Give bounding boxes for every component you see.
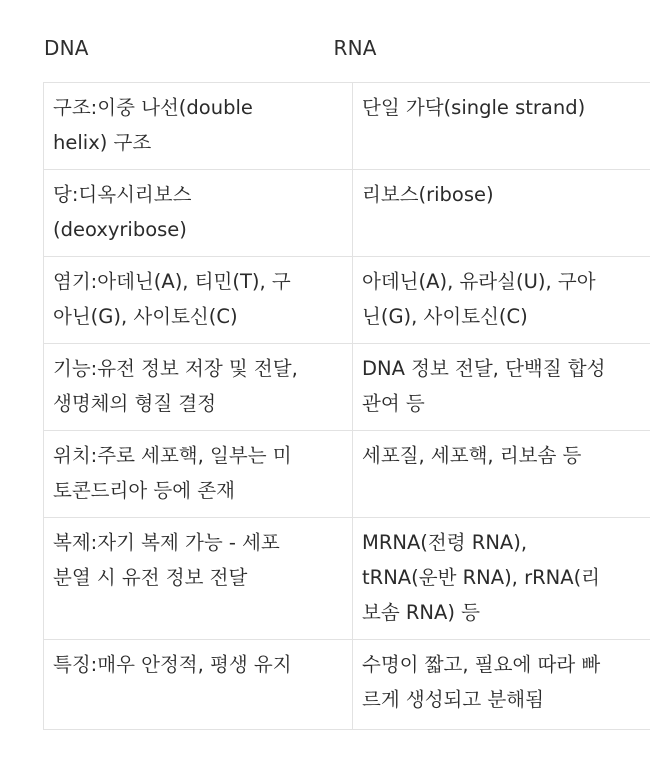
rna-cell bbox=[353, 344, 650, 431]
cell-line: 기능:유전 정보 저장 및 전달, bbox=[53, 357, 298, 380]
header-rna: RNA bbox=[333, 36, 377, 60]
cell-line: 단일 가닥(single strand) bbox=[362, 96, 586, 119]
dna-cell bbox=[44, 83, 353, 170]
cell-line: MRNA(전령 RNA), bbox=[362, 531, 528, 554]
dna-cell bbox=[44, 344, 353, 431]
cell-line: 생명체의 형질 결정 bbox=[53, 392, 217, 415]
cell-line: (deoxyribose) bbox=[53, 218, 187, 241]
table-row bbox=[44, 640, 650, 730]
cell-line: 리보스(ribose) bbox=[362, 183, 494, 206]
cell-line: 분열 시 유전 정보 전달 bbox=[53, 566, 248, 589]
cell-line: DNA 정보 전달, 단백질 합성 bbox=[362, 357, 606, 380]
cell-line: 르게 생성되고 분해됨 bbox=[362, 688, 544, 711]
cell-line: 구조:이중 나선(double bbox=[53, 96, 253, 119]
cell-line: 아데닌(A), 유라실(U), 구아 bbox=[362, 270, 596, 293]
cell-line: tRNA(운반 RNA), rRNA(리 bbox=[362, 566, 601, 589]
dna-cell bbox=[44, 518, 353, 640]
dna-cell bbox=[44, 257, 353, 344]
cell-line: 당:디옥시리보스 bbox=[53, 183, 192, 206]
cell-line: 닌(G), 사이토신(C) bbox=[362, 305, 528, 328]
table-row bbox=[44, 431, 650, 518]
dna-cell bbox=[44, 640, 353, 730]
table-row bbox=[44, 170, 650, 257]
rna-cell bbox=[353, 83, 650, 170]
comparison-table bbox=[43, 82, 650, 730]
cell-line: helix) 구조 bbox=[53, 131, 152, 154]
dna-cell bbox=[44, 431, 353, 518]
table-header bbox=[43, 0, 623, 82]
rna-cell bbox=[353, 170, 650, 257]
cell-line: 특징:매우 안정적, 평생 유지 bbox=[53, 653, 292, 676]
dna-cell bbox=[44, 170, 353, 257]
rna-cell bbox=[353, 257, 650, 344]
cell-line: 보솜 RNA) 등 bbox=[362, 601, 480, 624]
cell-line: 아닌(G), 사이토신(C) bbox=[53, 305, 238, 328]
cell-line: 토콘드리아 등에 존재 bbox=[53, 479, 235, 502]
comparison-table-container bbox=[43, 0, 623, 730]
cell-line: 세포질, 세포핵, 리보솜 등 bbox=[362, 444, 582, 467]
cell-line: 수명이 짧고, 필요에 따라 빠 bbox=[362, 653, 601, 676]
cell-line: 복제:자기 복제 가능 - 세포 bbox=[53, 531, 280, 554]
table-row bbox=[44, 257, 650, 344]
table-row bbox=[44, 518, 650, 640]
rna-cell bbox=[353, 640, 650, 730]
table-row bbox=[44, 83, 650, 170]
header-dna: DNA bbox=[44, 36, 89, 60]
cell-line: 관여 등 bbox=[362, 392, 425, 415]
cell-line: 위치:주로 세포핵, 일부는 미 bbox=[53, 444, 292, 467]
cell-line: 염기:아데닌(A), 티민(T), 구 bbox=[53, 270, 291, 293]
table-row bbox=[44, 344, 650, 431]
rna-cell bbox=[353, 518, 650, 640]
rna-cell bbox=[353, 431, 650, 518]
